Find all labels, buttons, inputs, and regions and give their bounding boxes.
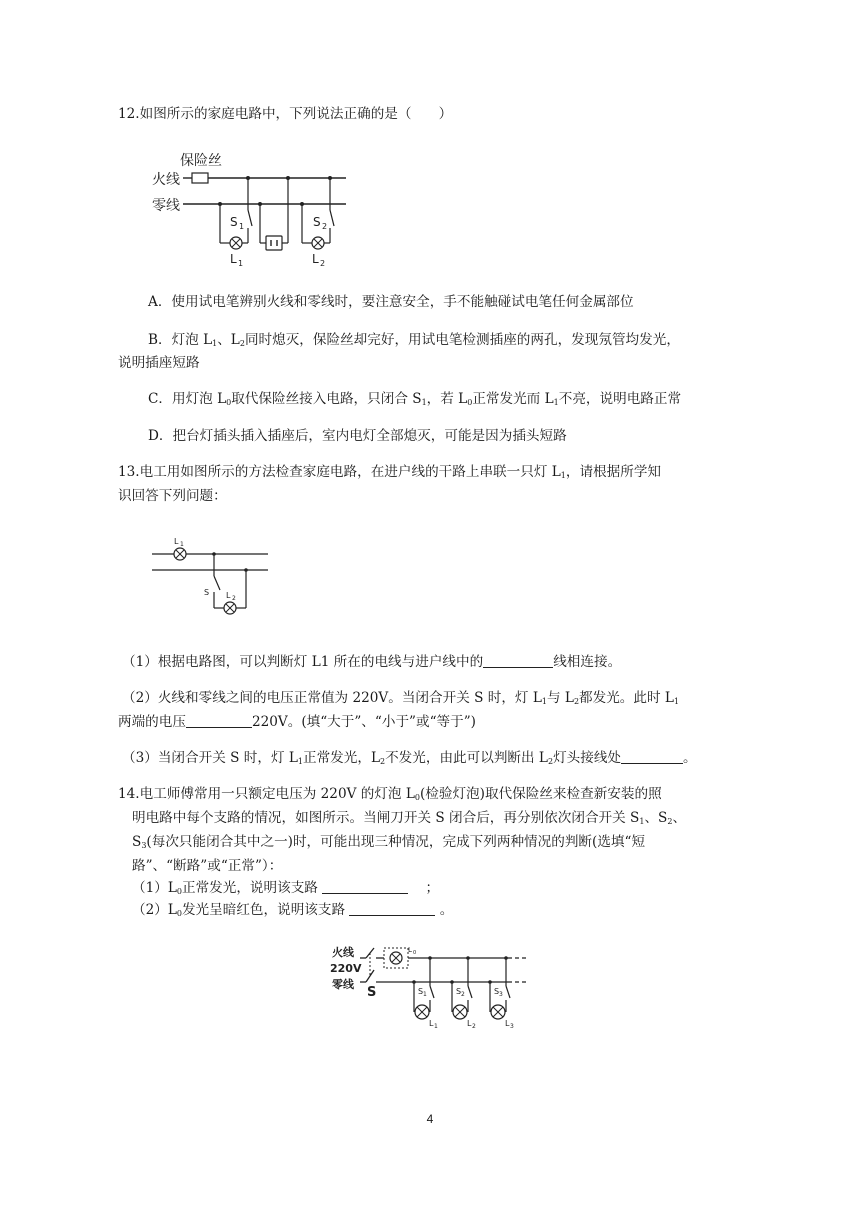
q13-part1: （1）根据电路图，可以判断灯 L1 所在的电线与进户线中的 线相连接。 (122, 654, 622, 670)
s2-label: S (456, 987, 462, 996)
q13-stem-line1: 13.电工用如图所示的方法检查家庭电路，在进户线的干路上串联一只灯 $L_1$，请根据所学知 (118, 464, 662, 480)
answer-blank (322, 879, 408, 894)
l1-label: L (174, 537, 179, 546)
s1-label: S (418, 987, 424, 996)
q13-part3: （3）当闭合开关 S 时，灯 $L_1$正常发光，$L_2$不发光，由此可以判断出 $L_2$灯头接线处 。 (122, 750, 697, 766)
svg-text:0: 0 (413, 950, 417, 956)
svg-text:3: 3 (510, 1023, 514, 1030)
svg-text:2: 2 (472, 1023, 476, 1030)
voltage-label: 220V (330, 962, 362, 975)
q14-part2: $(2)L_0$发光呈暗红色，说明该支路 。 (132, 902, 454, 918)
svg-text:2: 2 (322, 222, 328, 231)
fuse-symbol (192, 173, 208, 183)
svg-text:1: 1 (238, 259, 244, 268)
live-wire-label: 火线 (152, 172, 180, 188)
l1-label: L (230, 252, 237, 266)
q13-part2: （2）火线和零线之间的电压正常值为 220V。当闭合开关 S 时，灯 $L_1$与 $L_2$都发光。此时 $L_1$ (122, 690, 680, 706)
q14-stem-line4: 路”、“断路”或“正常”）： (132, 858, 283, 874)
q14-part1: $(1)L_0$正常发光，说明该支路 ； (132, 880, 440, 896)
s3-label: S (494, 987, 500, 996)
q12-option-c: C．用灯泡 $L_0$取代保险丝接入电路，只闭合 $S_1$，若 $L_0$正常发光而 $L_1$不亮，说明电路正常 (148, 391, 682, 407)
svg-text:1: 1 (180, 541, 184, 548)
q13-part2-cont: 两端的电压 220V。(填“大于”、“小于”或“等于”) (118, 714, 476, 730)
svg-text:2: 2 (461, 991, 465, 998)
l2-label: L (312, 252, 319, 266)
neutral-wire-label: 零线 (332, 978, 354, 991)
q12-stem: 12.如图所示的家庭电路中，下列说法正确的是（ ） (118, 106, 453, 122)
svg-text:2: 2 (320, 259, 326, 268)
fuse-label: 保险丝 (180, 153, 222, 169)
s2-switch (330, 210, 334, 226)
s2-switch (468, 986, 472, 998)
l2-label: L (226, 591, 231, 600)
answer-blank (483, 653, 553, 668)
live-wire-label: 火线 (332, 946, 354, 959)
l3-label: L (505, 1019, 510, 1028)
l1-label: L (429, 1019, 434, 1028)
s3-switch (506, 986, 510, 998)
s2-label: S (313, 215, 321, 229)
s1-switch (248, 210, 252, 226)
svg-text:2: 2 (232, 595, 236, 602)
s1-switch (430, 986, 434, 998)
q12-option-b-cont: 说明插座短路 (118, 355, 200, 371)
answer-blank (186, 713, 252, 728)
svg-text:1: 1 (423, 991, 427, 998)
q14-stem-line2: 明电路中每个支路的情况，如图所示。当闸刀开关 S 闭合后，再分别依次闭合开关 $S_1$、$S_2$、 (132, 810, 687, 826)
switch-s-label: S (204, 588, 210, 597)
svg-text:1: 1 (239, 222, 245, 231)
switch-s (214, 576, 220, 590)
q13-circuit-diagram (150, 538, 275, 618)
q14-stem-line1: 14.电工师傅常用一只额定电压为 220V 的灯泡 $L_0$(检验灯泡)取代保险丝来检查新安装的照 (118, 786, 662, 802)
answer-blank (349, 901, 435, 916)
q12-option-b: B．灯泡 $L_1$、$L_2$同时熄灭，保险丝却完好，用试电笔检测插座的两孔，发现氖管均发光， (148, 332, 680, 348)
q14-stem-line3: $S_3$(每次只能闭合其中之一)时，可能出现三种情况，完成下列两种情况的判断(选填“短 (132, 834, 646, 850)
q12-option-a: A．使用试电笔辨别火线和零线时，要注意安全，手不能触碰试电笔任何金属部位 (148, 294, 634, 310)
q12-option-d: D．把台灯插头插入插座后，室内电灯全部熄灭，可能是因为插头短路 (148, 428, 567, 444)
q13-stem-line2: 识回答下列问题： (118, 488, 227, 504)
svg-text:1: 1 (434, 1023, 438, 1030)
l2-label: L (467, 1019, 472, 1028)
neutral-wire-label: 零线 (152, 198, 180, 214)
q14-circuit-diagram (330, 940, 530, 1030)
svg-text:3: 3 (499, 991, 503, 998)
socket-symbol (266, 236, 282, 250)
q12-circuit-diagram (150, 148, 360, 278)
knife-switch-label: S (367, 985, 377, 1000)
page-number: 4 (426, 1112, 434, 1126)
l0-label: L (408, 946, 412, 954)
s1-label: S (230, 215, 238, 229)
answer-blank (621, 749, 683, 764)
